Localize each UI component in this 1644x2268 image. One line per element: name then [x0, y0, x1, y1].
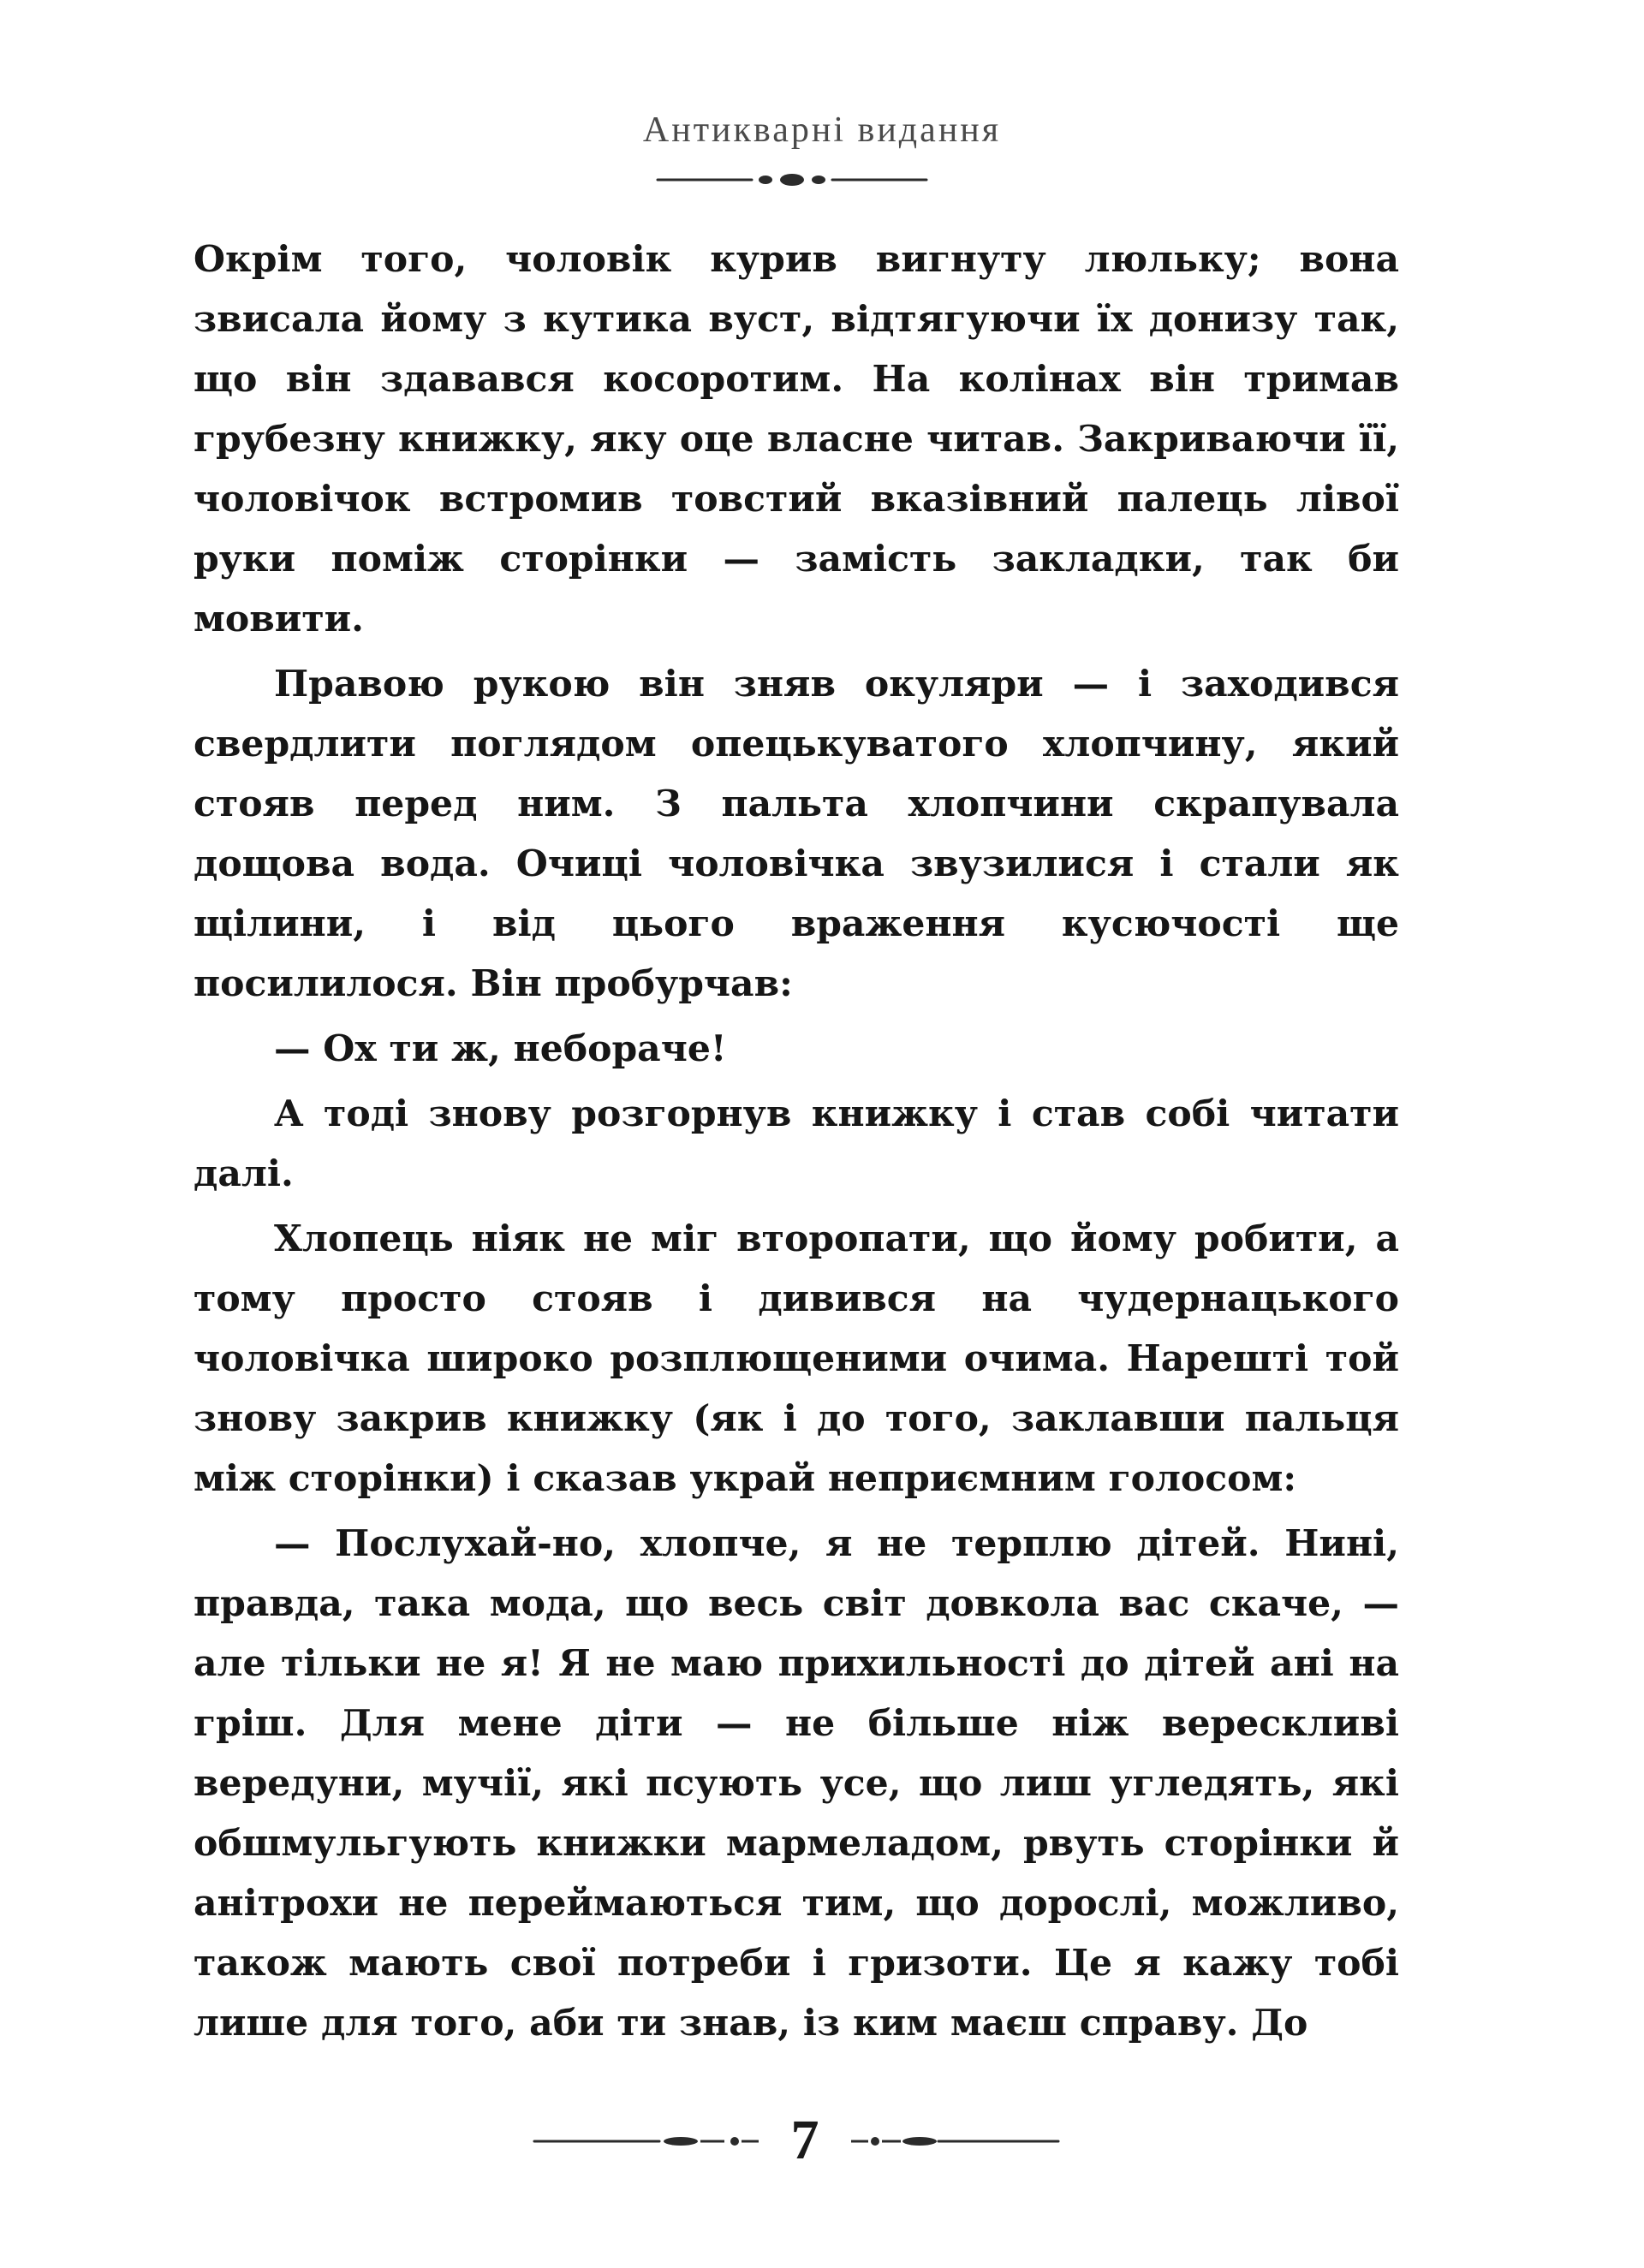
folio: [0, 2102, 1644, 2179]
body-text: [194, 229, 1399, 2058]
paragraph: Правою рукою він зняв окуляри — і заходився свердлити поглядом опецькуватого хлопчину, який стояв перед ним. З пальта хлопчини скрапувала дощова вода. Очиці чоловічка звузилися і стали як щілини, і від цього враження кусючості ще посилилося. Він пробурчав:: [194, 663, 1399, 1005]
page-number: 7: [790, 2109, 819, 2171]
paragraph: А тоді знову розгорнув книжку і став собі читати далі.: [194, 1092, 1399, 1195]
dialogue-line: — Ох ти ж, небораче!: [274, 1027, 727, 1070]
dialogue-line: — Послухай-но, хлопче, я не терплю дітей. Нині, правда, така мода, що весь світ довкола вас скаче, — але тільки не я! Я не маю прихильності до дітей ані на гріш. Для мене діти — не більше ніж верескливі вередуни, мучії, які псують усе, що лиш угледять, які обшмульгують книжки мармеладом, рвуть сторінки й анітрохи не переймаються тим, що дорослі, можливо, також мають свої потреби і гризоти. Це я кажу тобі лише для того, аби ти знав, із ким маєш справу. До: [194, 1522, 1399, 2045]
header-ornament-icon: [651, 170, 933, 190]
footer-ornament-left-icon: [531, 2133, 762, 2150]
footer-ornament-right-icon: [848, 2133, 1062, 2150]
running-head: Антикварні видання: [642, 110, 1002, 150]
paragraph: Окрім того, чоловік курив вигнуту люльку; вона звисала йому з кутика вуст, відтягуючи їх донизу так, що він здавався косоротим. На колінах він тримав грубезну книжку, яку оце власне читав. Закриваючи її, чоловічок встромив товстий вказівний палець лівої руки поміж сторінки — замість закладки, так би мовити.: [194, 238, 1399, 640]
paragraph: Хлопець ніяк не міг второпати, що йому робити, а тому просто стояв і дивився на чудернацького чоловічка широко розплющеними очима. Нарешті той знову закрив книжку (як і до того, заклавши пальця між сторінки) і сказав украй неприємним голосом:: [194, 1217, 1399, 1500]
